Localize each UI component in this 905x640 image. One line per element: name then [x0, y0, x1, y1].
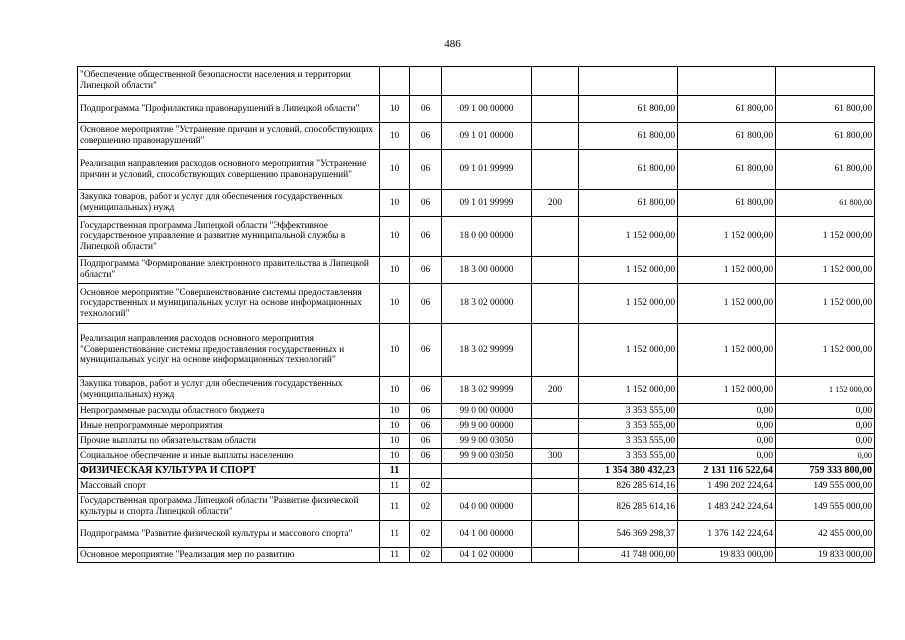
row-amount-year-2: 0,00 — [678, 419, 776, 434]
table-row — [78, 521, 875, 548]
row-section-code: 10 — [380, 190, 410, 217]
row-target-article: 09 1 01 99999 — [442, 190, 532, 217]
row-expense-type — [532, 324, 579, 377]
row-amount-year-1: 3 353 555,00 — [579, 434, 678, 449]
row-name: Государственная программа Липецкой области "Эффективное государственное управление и развитие муниципальной службы в Липецкой области" — [78, 217, 380, 257]
table-row — [78, 123, 875, 150]
row-subsection-code: 06 — [410, 377, 442, 404]
row-amount-year-3: 1 152 000,00 — [776, 217, 875, 257]
row-amount-year-2 — [678, 67, 776, 96]
row-amount-year-2: 1 376 142 224,64 — [678, 521, 776, 548]
row-target-article: 99 9 00 03050 — [442, 449, 532, 464]
table-row — [78, 96, 875, 123]
row-amount-year-3: 61 800,00 — [776, 96, 875, 123]
row-expense-type — [532, 548, 579, 563]
table-row — [78, 150, 875, 190]
row-target-article: 09 1 00 00000 — [442, 96, 532, 123]
row-section-code: 10 — [380, 123, 410, 150]
row-amount-year-2: 1 152 000,00 — [678, 284, 776, 324]
page-number: 486 — [444, 38, 461, 50]
row-target-article — [442, 67, 532, 96]
row-name: Прочие выплаты по обязательствам области — [78, 434, 380, 449]
row-expense-type — [532, 123, 579, 150]
table-row — [78, 67, 875, 96]
row-target-article: 18 3 00 00000 — [442, 257, 532, 284]
row-expense-type — [532, 284, 579, 324]
row-amount-year-1: 1 354 380 432,23 — [579, 464, 678, 479]
row-section-code: 10 — [380, 324, 410, 377]
row-subsection-code: 06 — [410, 257, 442, 284]
row-amount-year-1: 826 285 614,16 — [579, 494, 678, 521]
row-subsection-code: 02 — [410, 479, 442, 494]
row-amount-year-1: 61 800,00 — [579, 150, 678, 190]
row-expense-type: 200 — [532, 190, 579, 217]
row-target-article: 04 0 00 00000 — [442, 494, 532, 521]
row-expense-type — [532, 521, 579, 548]
row-amount-year-3: 1 152 000,00 — [776, 284, 875, 324]
row-amount-year-3: 0,00 — [776, 434, 875, 449]
row-amount-year-2: 61 800,00 — [678, 96, 776, 123]
row-amount-year-2: 1 152 000,00 — [678, 257, 776, 284]
row-subsection-code: 06 — [410, 324, 442, 377]
row-section-code: 10 — [380, 434, 410, 449]
row-section-code: 10 — [380, 150, 410, 190]
row-subsection-code: 06 — [410, 190, 442, 217]
row-name: Государственная программа Липецкой области "Развитие физической культуры и спорта Липецкой области" — [78, 494, 380, 521]
row-target-article: 18 3 02 00000 — [442, 284, 532, 324]
table-row — [78, 324, 875, 377]
table-row — [78, 217, 875, 257]
row-section-code: 10 — [380, 96, 410, 123]
row-amount-year-3 — [776, 67, 875, 96]
table-row — [78, 257, 875, 284]
row-amount-year-3: 1 152 000,00 — [776, 324, 875, 377]
row-subsection-code: 06 — [410, 96, 442, 123]
row-amount-year-1: 61 800,00 — [579, 190, 678, 217]
row-expense-type — [532, 419, 579, 434]
row-section-code: 10 — [380, 217, 410, 257]
row-expense-type: 300 — [532, 449, 579, 464]
row-amount-year-3: 149 555 000,00 — [776, 494, 875, 521]
row-amount-year-1: 3 353 555,00 — [579, 419, 678, 434]
row-target-article: 18 3 02 99999 — [442, 377, 532, 404]
row-name: Иные непрограммные мероприятия — [78, 419, 380, 434]
row-amount-year-2: 1 152 000,00 — [678, 217, 776, 257]
table-row — [78, 190, 875, 217]
row-amount-year-1: 1 152 000,00 — [579, 257, 678, 284]
row-subsection-code — [410, 464, 442, 479]
row-amount-year-3: 759 333 800,00 — [776, 464, 875, 479]
row-expense-type — [532, 464, 579, 479]
row-amount-year-1: 1 152 000,00 — [579, 284, 678, 324]
table-row — [78, 464, 875, 479]
row-name: Подпрограмма "Профилактика правонарушений в Липецкой области" — [78, 96, 380, 123]
row-expense-type — [532, 479, 579, 494]
row-amount-year-2: 61 800,00 — [678, 190, 776, 217]
row-target-article: 99 9 00 03050 — [442, 434, 532, 449]
row-target-article: 09 1 01 99999 — [442, 150, 532, 190]
row-expense-type — [532, 67, 579, 96]
row-name: Подпрограмма "Формирование электронного правительства в Липецкой области" — [78, 257, 380, 284]
row-amount-year-2: 0,00 — [678, 434, 776, 449]
row-amount-year-3: 0,00 — [776, 449, 875, 464]
row-amount-year-3: 0,00 — [776, 404, 875, 419]
row-section-code: 10 — [380, 284, 410, 324]
row-section-code: 11 — [380, 494, 410, 521]
row-amount-year-1: 41 748 000,00 — [579, 548, 678, 563]
row-amount-year-3: 61 800,00 — [776, 190, 875, 217]
row-name: Основное мероприятие "Совершенствование системы предоставления государственных и муниципальных услуг на основе информационных технологий" — [78, 284, 380, 324]
row-amount-year-2: 1 483 242 224,64 — [678, 494, 776, 521]
row-subsection-code: 02 — [410, 521, 442, 548]
row-section-code: 10 — [380, 404, 410, 419]
row-section-code: 10 — [380, 449, 410, 464]
row-amount-year-3: 61 800,00 — [776, 150, 875, 190]
row-subsection-code: 06 — [410, 419, 442, 434]
table-row — [78, 284, 875, 324]
table-row — [78, 404, 875, 419]
table-row — [78, 419, 875, 434]
row-subsection-code: 06 — [410, 217, 442, 257]
row-amount-year-3: 1 152 000,00 — [776, 377, 875, 404]
row-target-article — [442, 464, 532, 479]
row-section-code — [380, 67, 410, 96]
row-amount-year-2: 61 800,00 — [678, 123, 776, 150]
row-amount-year-3: 0,00 — [776, 419, 875, 434]
table-row — [78, 548, 875, 563]
row-target-article: 04 1 02 00000 — [442, 548, 532, 563]
row-name: ФИЗИЧЕСКАЯ КУЛЬТУРА И СПОРТ — [78, 464, 380, 479]
row-subsection-code: 06 — [410, 449, 442, 464]
row-amount-year-2: 2 131 116 522,64 — [678, 464, 776, 479]
row-section-code: 10 — [380, 419, 410, 434]
row-expense-type — [532, 404, 579, 419]
row-section-code: 11 — [380, 548, 410, 563]
row-name: Подпрограмма "Развитие физической культуры и массового спорта" — [78, 521, 380, 548]
row-amount-year-3: 149 555 000,00 — [776, 479, 875, 494]
row-target-article — [442, 479, 532, 494]
row-section-code: 11 — [380, 521, 410, 548]
row-name: Основное мероприятие "Реализация мер по развитию — [78, 548, 380, 563]
row-section-code: 11 — [380, 479, 410, 494]
table-row — [78, 479, 875, 494]
row-subsection-code: 06 — [410, 284, 442, 324]
row-name: Реализация направления расходов основного мероприятия "Совершенствование системы предоставления государственных и муниципальных услуг на основе информационных технологий" — [78, 324, 380, 377]
row-expense-type: 200 — [532, 377, 579, 404]
row-section-code: 10 — [380, 257, 410, 284]
row-amount-year-3: 61 800,00 — [776, 123, 875, 150]
table-row — [78, 449, 875, 464]
row-amount-year-3: 1 152 000,00 — [776, 257, 875, 284]
row-name: Реализация направления расходов основного мероприятия "Устранение причин и условий, способствующих совершению правонарушений" — [78, 150, 380, 190]
row-expense-type — [532, 96, 579, 123]
row-target-article: 99 0 00 00000 — [442, 404, 532, 419]
table-row — [78, 494, 875, 521]
row-expense-type — [532, 217, 579, 257]
row-target-article: 18 3 02 99999 — [442, 324, 532, 377]
row-amount-year-1: 826 285 614,16 — [579, 479, 678, 494]
row-expense-type — [532, 150, 579, 190]
row-name: Массовый спорт — [78, 479, 380, 494]
row-section-code: 11 — [380, 464, 410, 479]
row-amount-year-1: 3 353 555,00 — [579, 404, 678, 419]
row-amount-year-2: 19 833 000,00 — [678, 548, 776, 563]
row-target-article: 09 1 01 00000 — [442, 123, 532, 150]
row-expense-type — [532, 494, 579, 521]
row-amount-year-1: 546 369 298,37 — [579, 521, 678, 548]
row-target-article: 18 0 00 00000 — [442, 217, 532, 257]
row-amount-year-1: 1 152 000,00 — [579, 217, 678, 257]
row-subsection-code: 06 — [410, 150, 442, 190]
row-amount-year-1: 1 152 000,00 — [579, 324, 678, 377]
table-row — [78, 377, 875, 404]
row-name: Основное мероприятие "Устранение причин и условий, способствующих совершению правонарушений" — [78, 123, 380, 150]
row-amount-year-1: 61 800,00 — [579, 123, 678, 150]
row-name: Социальное обеспечение и иные выплаты населению — [78, 449, 380, 464]
row-subsection-code: 02 — [410, 548, 442, 563]
row-name: Закупка товаров, работ и услуг для обеспечения государственных (муниципальных) нужд — [78, 377, 380, 404]
row-name: Непрограммные расходы областного бюджета — [78, 404, 380, 419]
row-amount-year-3: 42 455 000,00 — [776, 521, 875, 548]
budget-table-body — [78, 67, 875, 563]
row-amount-year-2: 1 152 000,00 — [678, 377, 776, 404]
table-row — [78, 434, 875, 449]
row-amount-year-2: 0,00 — [678, 404, 776, 419]
row-amount-year-2: 61 800,00 — [678, 150, 776, 190]
row-amount-year-1: 1 152 000,00 — [579, 377, 678, 404]
row-expense-type — [532, 257, 579, 284]
row-name: Закупка товаров, работ и услуг для обеспечения государственных (муниципальных) нужд — [78, 190, 380, 217]
row-amount-year-1 — [579, 67, 678, 96]
row-name: "Обеспечение общественной безопасности населения и территории Липецкой области" — [78, 67, 380, 96]
row-subsection-code: 06 — [410, 434, 442, 449]
row-amount-year-2: 0,00 — [678, 449, 776, 464]
row-subsection-code: 06 — [410, 404, 442, 419]
row-subsection-code: 06 — [410, 123, 442, 150]
row-amount-year-3: 19 833 000,00 — [776, 548, 875, 563]
row-expense-type — [532, 434, 579, 449]
row-amount-year-2: 1 152 000,00 — [678, 324, 776, 377]
row-amount-year-1: 61 800,00 — [579, 96, 678, 123]
row-amount-year-2: 1 490 202 224,64 — [678, 479, 776, 494]
row-subsection-code: 02 — [410, 494, 442, 521]
row-subsection-code — [410, 67, 442, 96]
budget-table — [77, 66, 875, 563]
row-target-article: 99 9 00 00000 — [442, 419, 532, 434]
row-amount-year-1: 3 353 555,00 — [579, 449, 678, 464]
row-target-article: 04 1 00 00000 — [442, 521, 532, 548]
row-section-code: 10 — [380, 377, 410, 404]
